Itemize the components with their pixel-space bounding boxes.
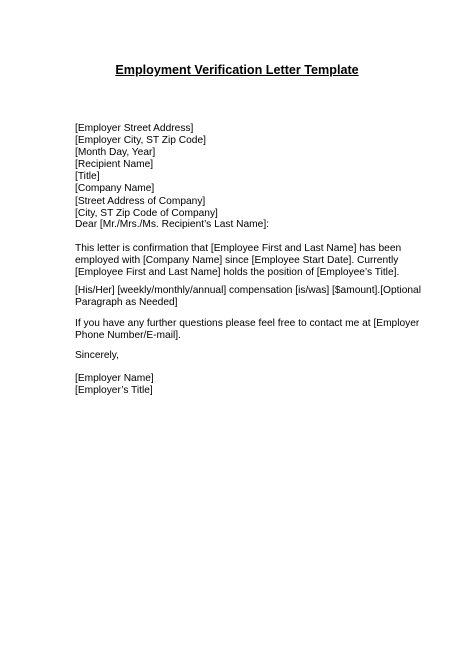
paragraph-line: employed with [Company Name] since [Employee Start Date]. Currently <box>75 255 399 267</box>
signature-employer-title: [Employer’s Title] <box>75 385 153 397</box>
address-line-employer-city: [Employer City, ST Zip Code] <box>75 135 206 147</box>
address-line-title: [Title] <box>75 171 100 183</box>
paragraph-line: [Employee First and Last Name] holds the position of [Employee’s Title]. <box>75 267 400 279</box>
address-line-company-street: [Street Address of Company] <box>75 195 206 207</box>
document-title: Employment Verification Letter Template <box>115 63 359 77</box>
address-line-recipient-name: [Recipient Name] <box>75 159 154 171</box>
paragraph-line: If you have any further questions please feel free to contact me at [Employer <box>75 318 420 329</box>
paragraph-line: Phone Number/E-mail]. <box>75 330 181 342</box>
address-block <box>75 123 405 220</box>
salutation <box>75 219 405 231</box>
signature-employer-name: [Employer Name] <box>75 373 154 384</box>
paragraph-line: [His/Her] [weekly/monthly/annual] compensation [is/was] [$amount].[Optional <box>75 285 421 296</box>
paragraph-confirmation <box>75 243 405 279</box>
salutation-text: Dear [Mr./Mrs./Ms. Recipient’s Last Name]: <box>75 219 269 230</box>
address-line-company-name: [Company Name] <box>75 183 155 195</box>
paragraph-contact <box>75 318 420 342</box>
signature-block <box>75 373 405 397</box>
paragraph-line: Paragraph as Needed] <box>75 297 178 309</box>
paragraph-compensation <box>75 285 421 309</box>
paragraph-line: This letter is confirmation that [Employee First and Last Name] has been <box>75 243 402 254</box>
address-line-date: [Month Day, Year] <box>75 147 156 159</box>
address-line-employer-street: [Employer Street Address] <box>75 123 194 134</box>
closing <box>75 350 405 362</box>
closing-text: Sincerely, <box>75 350 119 361</box>
address-line-company-city: [City, ST Zip Code of Company] <box>75 207 218 219</box>
